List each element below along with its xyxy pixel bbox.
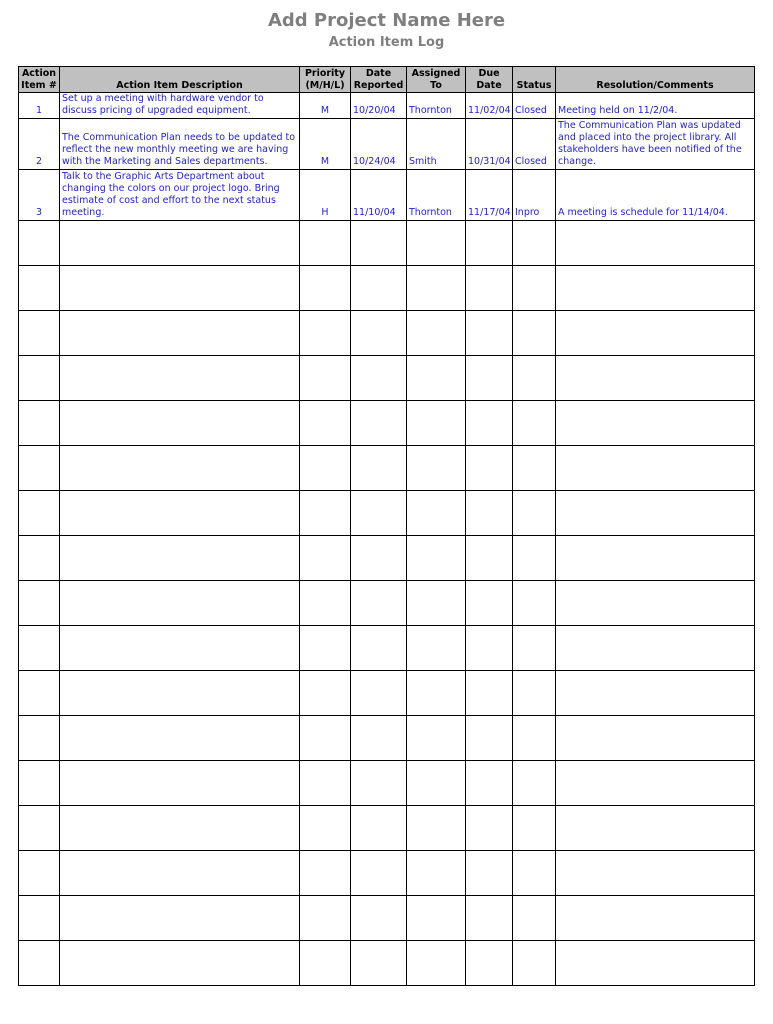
empty-cell[interactable] — [351, 941, 407, 986]
empty-cell[interactable] — [407, 446, 466, 491]
cell-status[interactable]: Closed — [513, 119, 556, 170]
empty-cell[interactable] — [300, 671, 351, 716]
header-description: Action Item Description — [60, 67, 300, 93]
empty-cell[interactable] — [300, 806, 351, 851]
cell-description[interactable]: Talk to the Graphic Arts Department about changing the colors on our project logo. Bring estimate of cost and effort to the next status meeting. — [60, 170, 300, 221]
cell-item-no[interactable]: 2 — [19, 119, 60, 170]
empty-cell[interactable] — [513, 626, 556, 671]
empty-cell[interactable] — [466, 266, 513, 311]
empty-cell[interactable] — [60, 581, 300, 626]
empty-row[interactable] — [19, 941, 755, 986]
empty-row[interactable] — [19, 311, 755, 356]
empty-cell[interactable] — [19, 806, 60, 851]
empty-cell[interactable] — [19, 671, 60, 716]
empty-cell[interactable] — [351, 221, 407, 266]
empty-cell[interactable] — [19, 851, 60, 896]
page-title: Add Project Name Here — [267, 10, 506, 31]
empty-cell[interactable] — [351, 851, 407, 896]
empty-cell[interactable] — [556, 896, 755, 941]
empty-cell[interactable] — [351, 356, 407, 401]
empty-cell[interactable] — [513, 491, 556, 536]
empty-cell[interactable] — [351, 716, 407, 761]
empty-cell[interactable] — [513, 806, 556, 851]
cell-resolution[interactable]: A meeting is schedule for 11/14/04. — [556, 170, 755, 221]
empty-cell[interactable] — [351, 491, 407, 536]
empty-cell[interactable] — [513, 716, 556, 761]
empty-cell[interactable] — [60, 221, 300, 266]
empty-cell[interactable] — [513, 401, 556, 446]
table-row[interactable] — [19, 119, 755, 170]
empty-cell[interactable] — [556, 581, 755, 626]
empty-cell[interactable] — [19, 356, 60, 401]
empty-row[interactable] — [19, 266, 755, 311]
empty-cell[interactable] — [466, 671, 513, 716]
empty-cell[interactable] — [556, 941, 755, 986]
empty-cell[interactable] — [513, 896, 556, 941]
empty-cell[interactable] — [556, 806, 755, 851]
empty-cell[interactable] — [556, 491, 755, 536]
empty-cell[interactable] — [407, 311, 466, 356]
empty-cell[interactable] — [60, 761, 300, 806]
header-item-no: Action Item # — [19, 67, 60, 93]
empty-cell[interactable] — [60, 941, 300, 986]
empty-cell[interactable] — [466, 491, 513, 536]
empty-cell[interactable] — [19, 401, 60, 446]
empty-cell[interactable] — [407, 581, 466, 626]
empty-cell[interactable] — [351, 446, 407, 491]
empty-row[interactable] — [19, 446, 755, 491]
empty-cell[interactable] — [513, 851, 556, 896]
empty-cell[interactable] — [513, 761, 556, 806]
empty-cell[interactable] — [466, 221, 513, 266]
cell-assigned-to[interactable]: Thornton — [407, 93, 466, 119]
empty-row[interactable] — [19, 626, 755, 671]
empty-cell[interactable] — [556, 356, 755, 401]
empty-cell[interactable] — [19, 221, 60, 266]
empty-cell[interactable] — [300, 536, 351, 581]
empty-cell[interactable] — [513, 941, 556, 986]
cell-assigned-to[interactable]: Thornton — [407, 170, 466, 221]
empty-cell[interactable] — [466, 896, 513, 941]
empty-cell[interactable] — [466, 581, 513, 626]
cell-item-no[interactable]: 1 — [19, 93, 60, 119]
header-resolution: Resolution/Comments — [556, 67, 755, 93]
empty-cell[interactable] — [19, 311, 60, 356]
empty-cell[interactable] — [300, 626, 351, 671]
empty-cell[interactable] — [60, 491, 300, 536]
empty-cell[interactable] — [60, 896, 300, 941]
empty-cell[interactable] — [556, 851, 755, 896]
empty-cell[interactable] — [407, 851, 466, 896]
empty-cell[interactable] — [407, 356, 466, 401]
header-due-date: Due Date — [466, 67, 513, 93]
empty-row[interactable] — [19, 671, 755, 716]
empty-cell[interactable] — [19, 266, 60, 311]
header-date-reported: Date Reported — [351, 67, 407, 93]
empty-cell[interactable] — [300, 941, 351, 986]
empty-cell[interactable] — [351, 896, 407, 941]
empty-cell[interactable] — [556, 311, 755, 356]
empty-cell[interactable] — [466, 626, 513, 671]
empty-cell[interactable] — [300, 266, 351, 311]
table-row[interactable] — [19, 93, 755, 119]
empty-cell[interactable] — [60, 401, 300, 446]
empty-row[interactable] — [19, 716, 755, 761]
empty-cell[interactable] — [556, 266, 755, 311]
empty-cell[interactable] — [513, 356, 556, 401]
empty-cell[interactable] — [60, 266, 300, 311]
empty-row[interactable] — [19, 221, 755, 266]
empty-cell[interactable] — [513, 446, 556, 491]
empty-row[interactable] — [19, 536, 755, 581]
empty-cell[interactable] — [556, 626, 755, 671]
empty-cell[interactable] — [351, 761, 407, 806]
empty-cell[interactable] — [60, 356, 300, 401]
empty-cell[interactable] — [351, 266, 407, 311]
empty-cell[interactable] — [407, 941, 466, 986]
cell-status[interactable]: Inpro — [513, 170, 556, 221]
cell-priority[interactable]: M — [300, 93, 351, 119]
empty-cell[interactable] — [60, 716, 300, 761]
empty-cell[interactable] — [407, 491, 466, 536]
empty-cell[interactable] — [407, 221, 466, 266]
empty-cell[interactable] — [556, 536, 755, 581]
empty-row[interactable] — [19, 806, 755, 851]
header-status: Status — [513, 67, 556, 93]
empty-cell[interactable] — [19, 896, 60, 941]
empty-cell[interactable] — [351, 581, 407, 626]
cell-assigned-to[interactable]: Smith — [407, 119, 466, 170]
empty-cell[interactable] — [19, 446, 60, 491]
cell-due-date[interactable]: 11/17/04 — [466, 170, 513, 221]
empty-cell[interactable] — [300, 401, 351, 446]
empty-cell[interactable] — [300, 356, 351, 401]
empty-cell[interactable] — [300, 851, 351, 896]
empty-row[interactable] — [19, 896, 755, 941]
empty-row[interactable] — [19, 851, 755, 896]
cell-due-date[interactable]: 11/02/04 — [466, 93, 513, 119]
empty-cell[interactable] — [556, 671, 755, 716]
empty-cell[interactable] — [513, 266, 556, 311]
empty-cell[interactable] — [60, 851, 300, 896]
action-item-table — [18, 66, 755, 986]
empty-cell[interactable] — [407, 401, 466, 446]
cell-description[interactable]: Set up a meeting with hardware vendor to discuss pricing of upgraded equipment. — [60, 93, 300, 119]
empty-cell[interactable] — [407, 536, 466, 581]
empty-row[interactable] — [19, 356, 755, 401]
empty-cell[interactable] — [407, 896, 466, 941]
empty-cell[interactable] — [351, 401, 407, 446]
cell-priority[interactable]: H — [300, 170, 351, 221]
empty-cell[interactable] — [300, 221, 351, 266]
cell-status[interactable]: Closed — [513, 93, 556, 119]
empty-cell[interactable] — [466, 761, 513, 806]
empty-cell[interactable] — [19, 491, 60, 536]
empty-row[interactable] — [19, 581, 755, 626]
empty-cell[interactable] — [513, 671, 556, 716]
empty-cell[interactable] — [60, 536, 300, 581]
empty-cell[interactable] — [556, 761, 755, 806]
empty-cell[interactable] — [60, 626, 300, 671]
empty-cell[interactable] — [556, 221, 755, 266]
empty-cell[interactable] — [513, 311, 556, 356]
empty-cell[interactable] — [300, 716, 351, 761]
cell-resolution[interactable]: The Communication Plan was updated and placed into the project library. All stakeholders have been notified of the change. — [556, 119, 755, 170]
empty-cell[interactable] — [300, 761, 351, 806]
empty-cell[interactable] — [556, 716, 755, 761]
empty-cell[interactable] — [19, 941, 60, 986]
empty-cell[interactable] — [556, 401, 755, 446]
empty-cell[interactable] — [351, 626, 407, 671]
cell-date-reported[interactable]: 10/24/04 — [351, 119, 407, 170]
header-priority: Priority (M/H/L) — [300, 67, 351, 93]
empty-cell[interactable] — [19, 536, 60, 581]
empty-cell[interactable] — [351, 806, 407, 851]
empty-row[interactable] — [19, 761, 755, 806]
empty-cell[interactable] — [351, 311, 407, 356]
empty-cell[interactable] — [300, 581, 351, 626]
empty-cell[interactable] — [466, 446, 513, 491]
cell-description[interactable]: The Communication Plan needs to be updated to reflect the new monthly meeting we are having with the Marketing and Sales departments. — [60, 119, 300, 170]
empty-cell[interactable] — [19, 716, 60, 761]
cell-date-reported[interactable]: 10/20/04 — [351, 93, 407, 119]
empty-row[interactable] — [19, 491, 755, 536]
empty-cell[interactable] — [407, 761, 466, 806]
empty-cell[interactable] — [300, 896, 351, 941]
empty-cell[interactable] — [466, 851, 513, 896]
empty-cell[interactable] — [556, 446, 755, 491]
empty-cell[interactable] — [407, 671, 466, 716]
cell-resolution[interactable]: Meeting held on 11/2/04. — [556, 93, 755, 119]
empty-cell[interactable] — [19, 626, 60, 671]
empty-cell[interactable] — [351, 671, 407, 716]
header-row — [19, 67, 755, 93]
empty-cell[interactable] — [407, 716, 466, 761]
empty-cell[interactable] — [300, 491, 351, 536]
empty-cell[interactable] — [466, 401, 513, 446]
header-assigned-to: Assigned To — [407, 67, 466, 93]
empty-cell[interactable] — [407, 806, 466, 851]
empty-cell[interactable] — [466, 356, 513, 401]
empty-cell[interactable] — [60, 806, 300, 851]
empty-cell[interactable] — [351, 536, 407, 581]
empty-cell[interactable] — [19, 761, 60, 806]
empty-cell[interactable] — [466, 536, 513, 581]
cell-item-no[interactable]: 3 — [19, 170, 60, 221]
empty-cell[interactable] — [466, 941, 513, 986]
empty-cell[interactable] — [300, 311, 351, 356]
cell-date-reported[interactable]: 11/10/04 — [351, 170, 407, 221]
empty-cell[interactable] — [60, 311, 300, 356]
empty-cell[interactable] — [466, 806, 513, 851]
empty-cell[interactable] — [513, 221, 556, 266]
empty-cell[interactable] — [300, 446, 351, 491]
cell-priority[interactable]: M — [300, 119, 351, 170]
empty-cell[interactable] — [60, 446, 300, 491]
empty-cell[interactable] — [407, 266, 466, 311]
page-subtitle: Action Item Log — [328, 35, 445, 50]
table-row[interactable] — [19, 170, 755, 221]
empty-row[interactable] — [19, 401, 755, 446]
empty-cell[interactable] — [60, 671, 300, 716]
empty-cell[interactable] — [19, 581, 60, 626]
empty-cell[interactable] — [407, 626, 466, 671]
empty-cell[interactable] — [466, 716, 513, 761]
empty-cell[interactable] — [466, 311, 513, 356]
empty-cell[interactable] — [513, 581, 556, 626]
cell-due-date[interactable]: 10/31/04 — [466, 119, 513, 170]
empty-cell[interactable] — [513, 536, 556, 581]
